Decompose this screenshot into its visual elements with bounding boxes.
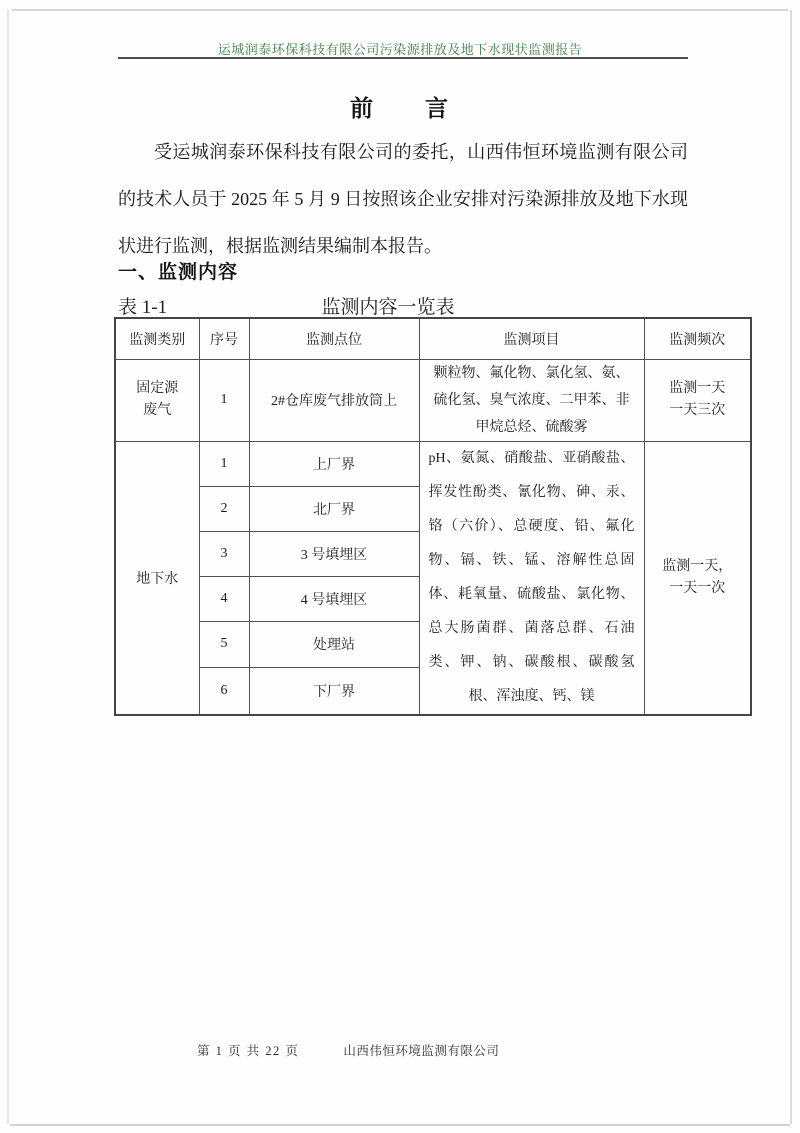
row-index: 5 <box>199 622 249 667</box>
preface-title: 前 言 <box>350 96 450 121</box>
monitoring-frequency-groundwater: 监测一天， 一天一次 <box>644 441 751 715</box>
table-header-row <box>115 318 751 359</box>
report-header-title: 运城润泰环保科技有限公司污染源排放及地下水现状监测报告 <box>217 42 583 57</box>
monitoring-items-groundwater: pH、氨氮、硝酸盐、亚硝酸盐、挥发性酚类、氰化物、砷、汞、铬（六价）、总硬度、铅、氟化物、镉、铁、锰、溶解性总固体、耗氧量、硫酸盐、氯化物、总大肠菌群、菌落总群、石油类、钾、钠、碳酸根、碳酸氢根、浑浊度、钙、镁 <box>419 441 644 715</box>
monitoring-point: 2#仓库废气排放筒上 <box>249 359 419 441</box>
row-index: 6 <box>199 667 249 714</box>
table-title: 监测内容一览表 <box>321 297 455 318</box>
row-index: 3 <box>199 531 249 576</box>
scan-edge-left <box>7 10 9 1124</box>
column-header-frequency: 监测频次 <box>644 318 751 359</box>
section-heading: 一、监测内容 <box>118 262 239 283</box>
monitoring-frequency-gas: 监测一天 一天三次 <box>644 359 751 441</box>
monitoring-point: 北厂界 <box>249 486 419 531</box>
table-row <box>115 441 751 486</box>
row-index: 1 <box>199 359 249 441</box>
column-header-point: 监测点位 <box>249 318 419 359</box>
scan-edge-top <box>12 9 788 11</box>
monitoring-table <box>114 317 752 716</box>
column-header-category: 监测类别 <box>115 318 199 359</box>
monitoring-point: 上厂界 <box>249 441 419 486</box>
table-row <box>115 359 751 441</box>
category-cell-fixed-source: 固定源废气 <box>115 359 199 441</box>
monitoring-items-gas: 颗粒物、氟化物、氯化氢、氨、硫化氢、臭气浓度、二甲苯、非甲烷总烃、硫酸雾 <box>419 359 644 441</box>
header-divider <box>118 57 688 59</box>
page-number: 第 1 页 共 22 页 <box>197 1044 300 1058</box>
preface-paragraph: 受运城润泰环保科技有限公司的委托，山西伟恒环境监测有限公司的技术人员于 2025 年 5 月 9 日按照该企业安排对污染源排放及地下水现状进行监测，根据监测结果编制本报告。 <box>118 142 688 256</box>
company-name: 山西伟恒环境监测有限公司 <box>343 1044 500 1058</box>
column-header-index: 序号 <box>199 318 249 359</box>
monitoring-point: 处理站 <box>249 622 419 667</box>
scan-edge-right <box>790 10 792 1124</box>
column-header-items: 监测项目 <box>419 318 644 359</box>
category-cell-groundwater: 地下水 <box>115 441 199 715</box>
monitoring-point: 3 号填埋区 <box>249 531 419 576</box>
page-footer <box>197 1041 499 1059</box>
scan-edge-bottom <box>10 1124 790 1126</box>
row-index: 2 <box>199 486 249 531</box>
monitoring-point: 4 号填埋区 <box>249 577 419 622</box>
row-index: 4 <box>199 577 249 622</box>
row-index: 1 <box>199 441 249 486</box>
table-label: 表 1-1 <box>118 297 168 318</box>
monitoring-point: 下厂界 <box>249 667 419 714</box>
